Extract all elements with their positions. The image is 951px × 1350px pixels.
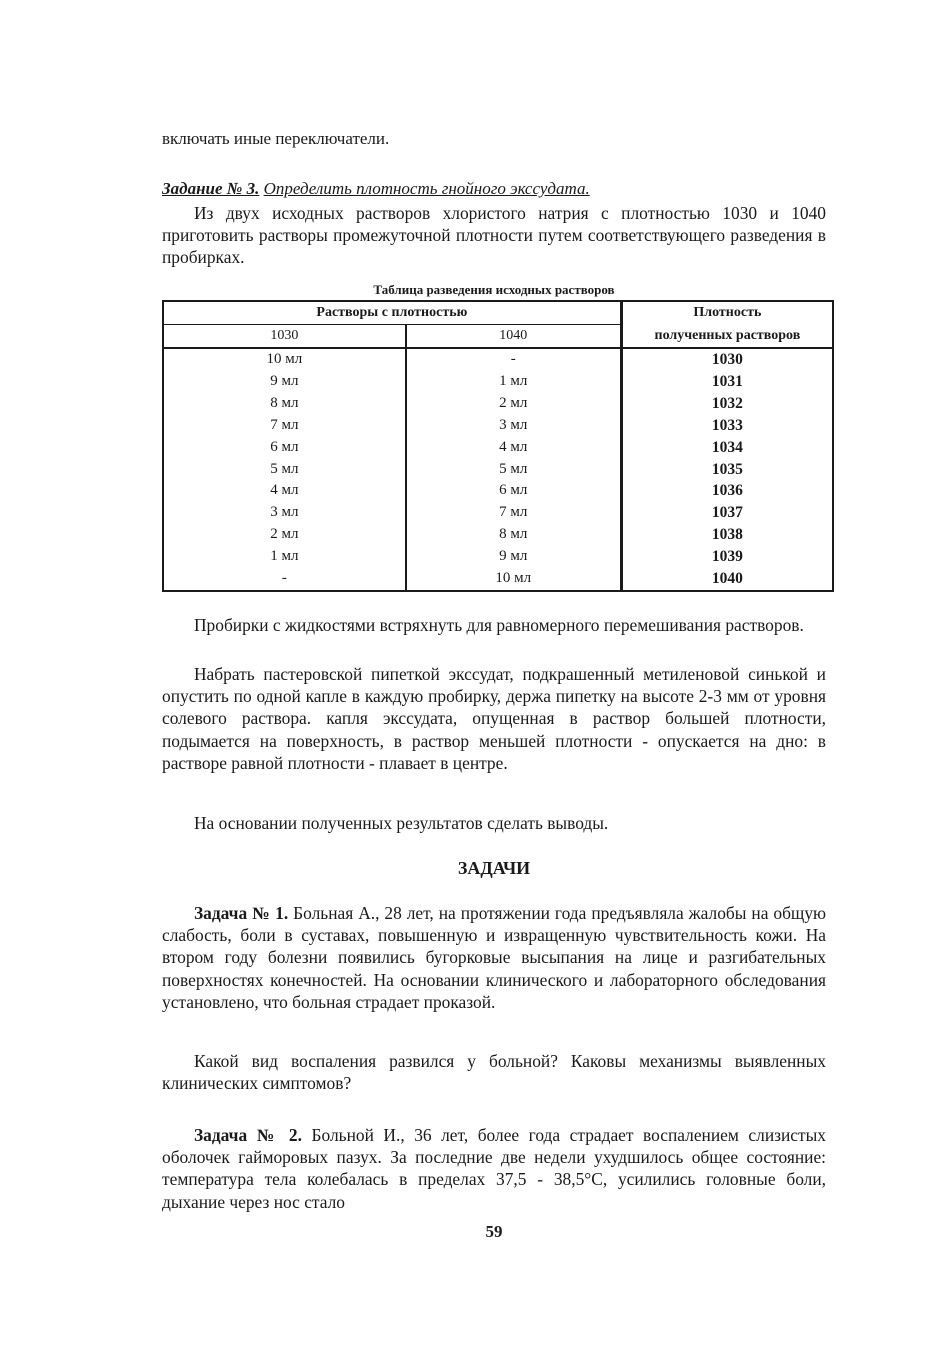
problem2-label: Задача № 2. xyxy=(194,1125,302,1145)
result-header-1: Плотность xyxy=(693,305,762,321)
cell-result: 1030 xyxy=(711,351,743,368)
task3-text: Из двух исходных растворов хлористого натрия с плотностью 1030 и 1040 приготовить растворы промежуточной плотности путем соответствующего разведения в пробирках. xyxy=(162,203,826,268)
table-row xyxy=(163,371,833,393)
result-header-2: полученных растворов xyxy=(621,325,833,349)
cell-1040: 5 мл xyxy=(406,459,621,481)
cell-1030: 3 мл xyxy=(163,502,406,524)
cell-result: 1034 xyxy=(711,438,743,456)
cell-result: 1040 xyxy=(711,570,743,588)
cell-1040: 4 мл xyxy=(406,437,621,459)
cell-result: 1032 xyxy=(711,394,743,412)
cell-1030: 8 мл xyxy=(163,393,406,415)
problem1-body: Больная А., 28 лет, на протяжении года предъявляла жалобы на общую слабость, боли в суставах, повышенную и извращенную чувствительность кожи. На втором году болезни появились бугорковые высыпания на лице и разгибательных поверхностях конечностей. На основании клинического и лабораторного обследования установлено, что больная страдает проказой. xyxy=(162,903,827,1012)
cell-result: 1035 xyxy=(711,460,743,478)
task3-heading xyxy=(162,178,590,200)
problem1-question: Какой вид воспаления развился у больной? Каковы механизмы выявленных клинических симптомов? xyxy=(162,1051,826,1094)
cell-1040: - xyxy=(406,348,621,371)
table-row xyxy=(163,459,833,481)
cell-1030: 4 мл xyxy=(163,480,406,502)
cell-1030: 9 мл xyxy=(163,371,406,393)
col2-header: 1040 xyxy=(406,325,621,349)
table-row xyxy=(163,393,833,415)
table-row xyxy=(163,524,833,546)
intro-line: включать иные переключатели. xyxy=(162,129,390,148)
task3-title: Определить плотность гнойного экссудата. xyxy=(263,179,590,198)
problem2-body: Больной И., 36 лет, более года страдает воспалением слизистых оболочек гайморовых пазух. За последние две недели ухудшилось общее состояние: температура тела колебалась в пределах 37,5 - 38,5°С, усилились головные боли, дыхание через нос стало xyxy=(162,1125,827,1212)
dilution-table xyxy=(162,300,834,592)
problem1-label: Задача № 1. xyxy=(194,903,289,923)
problem2-text xyxy=(162,1124,826,1213)
paragraph-procedure: Набрать пастеровской пипеткой экссудат, подкрашенный метиленовой синькой и опустить по одной капле в каждую пробирку, держа пипетку на высоте 2-3 мм от уровня солевого раствора. капля экссудата, опущенная в раствор большей плотности, подымается на поверхность, в раствор меньшей плотности - опускается на дно: в растворе равной плотности - плавает в центре. xyxy=(162,664,826,773)
paragraph-shake: Пробирки с жидкостями встряхнуть для равномерного перемешивания растворов. xyxy=(194,615,804,635)
cell-result: 1033 xyxy=(711,416,743,434)
task3-label: Задание № 3. xyxy=(162,179,260,198)
cell-1040: 2 мл xyxy=(406,393,621,415)
cell-1030: 5 мл xyxy=(163,459,406,481)
cell-1030: 10 мл xyxy=(163,348,406,371)
table-caption: Таблица разведения исходных растворов xyxy=(373,282,615,297)
cell-1030: 1 мл xyxy=(163,546,406,568)
cell-1030: 2 мл xyxy=(163,524,406,546)
table-row xyxy=(163,437,833,459)
problem1-text xyxy=(162,902,826,1013)
cell-1040: 3 мл xyxy=(406,415,621,437)
cell-1040: 6 мл xyxy=(406,480,621,502)
cell-result: 1037 xyxy=(711,504,743,522)
paragraph-conclusion: На основании полученных результатов сделать выводы. xyxy=(194,813,609,833)
section-heading: ЗАДАЧИ xyxy=(457,858,531,878)
table-row xyxy=(163,568,833,591)
table-row xyxy=(163,502,833,524)
cell-1030: 6 мл xyxy=(163,437,406,459)
group-header: Растворы с плотностью xyxy=(163,301,621,325)
cell-1040: 1 мл xyxy=(406,371,621,393)
page-number: 59 xyxy=(485,1222,503,1241)
cell-1040: 7 мл xyxy=(406,502,621,524)
table-row xyxy=(163,546,833,568)
table-row xyxy=(163,348,833,371)
table-row xyxy=(163,480,833,502)
col1-header: 1030 xyxy=(163,325,406,349)
cell-1040: 9 мл xyxy=(406,546,621,568)
cell-result: 1036 xyxy=(711,482,743,500)
cell-1030: - xyxy=(163,568,406,591)
cell-1040: 10 мл xyxy=(406,568,621,591)
cell-1030: 7 мл xyxy=(163,415,406,437)
cell-result: 1038 xyxy=(711,526,743,544)
cell-result: 1031 xyxy=(711,372,743,390)
table-row xyxy=(163,415,833,437)
cell-1040: 8 мл xyxy=(406,524,621,546)
cell-result: 1039 xyxy=(711,548,743,566)
